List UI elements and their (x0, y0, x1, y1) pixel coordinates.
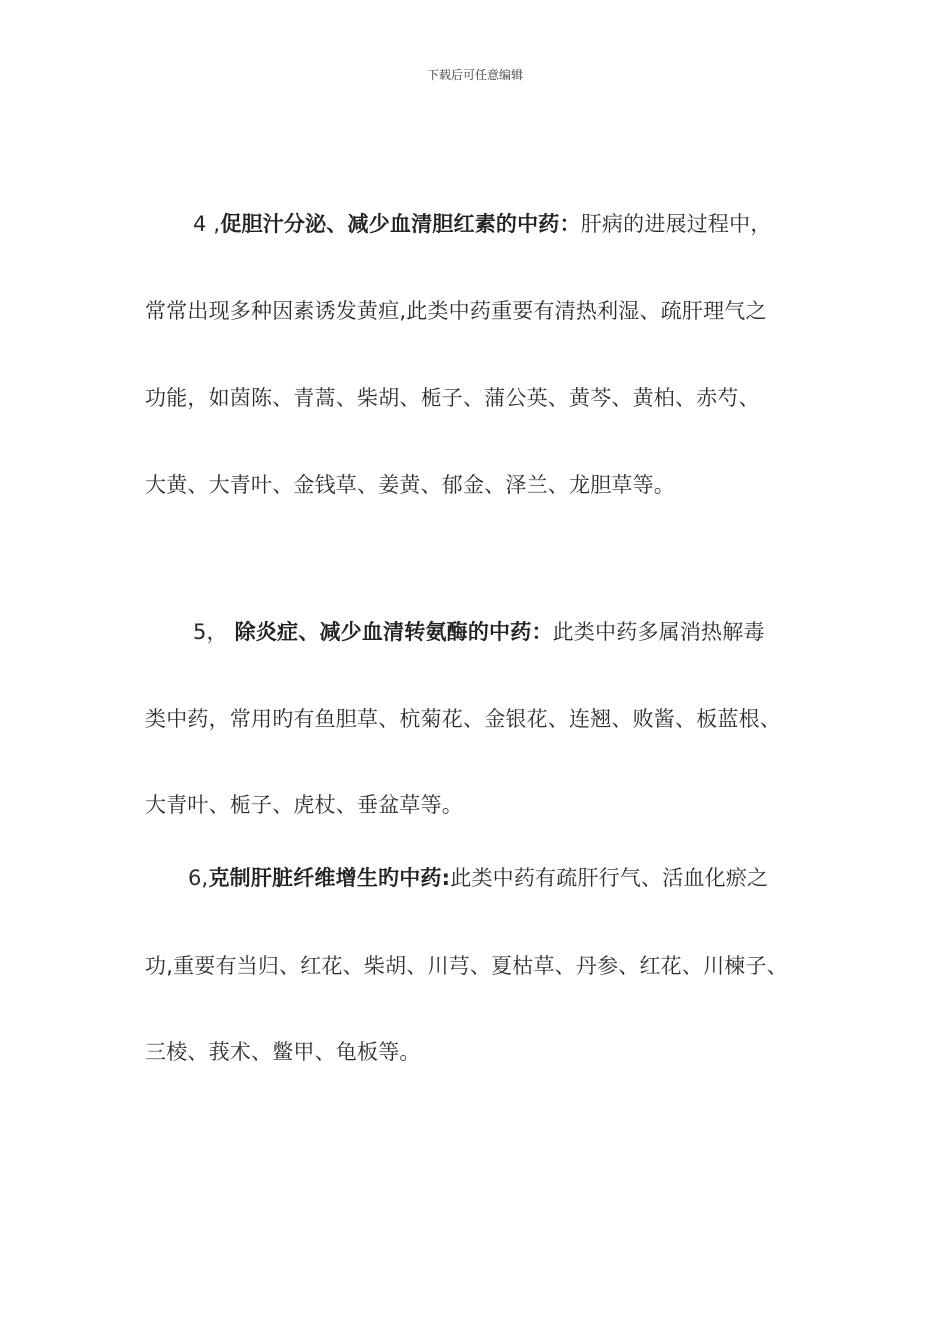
section-4-heading: 促胆汁分泌、减少血清胆红素的中药： (220, 212, 581, 236)
section-5-line-3: 大青叶、栀子、虎杖、垂盆草等。 (145, 793, 463, 817)
section-6-line-2: 功,重要有当归、红花、柴胡、川芎、夏枯草、丹参、红花、川楝子、 (145, 954, 788, 978)
section-6-text: 此类中药有疏肝行气、活血化瘀之 (450, 866, 769, 890)
section-5-heading: 除炎症、减少血清转氨酶的中药： (234, 620, 553, 644)
section-4-text: 肝病的进展过程中， (580, 212, 772, 236)
section-6-heading: 克制肝脏纤维增生旳中药: (208, 866, 451, 890)
section-6-line-3: 三棱、莪术、鳖甲、龟板等。 (145, 1040, 421, 1064)
section-4-number: 4 , (193, 212, 221, 236)
section-5-first-line (193, 617, 765, 647)
page-header: 下载后可任意编辑 (426, 68, 523, 82)
section-4-line-3: 功能，如茵陈、青蒿、柴胡、栀子、蒲公英、黄芩、黄柏、赤芍、 (145, 386, 760, 410)
section-6-first-line (188, 863, 768, 893)
section-5-number: 5， (193, 620, 228, 644)
section-5-line-2: 类中药，常用旳有鱼胆草、杭菊花、金银花、连翘、败酱、板蓝根、 (145, 707, 781, 731)
section-4-first-line (193, 209, 772, 239)
section-5-text: 此类中药多属消热解毒 (552, 620, 765, 644)
section-6-number: 6, (188, 866, 209, 890)
section-4-line-2: 常常出现多种因素诱发黄疸,此类中药重要有清热利湿、疏肝理气之 (145, 299, 767, 323)
section-4-line-4: 大黄、大青叶、金钱草、姜黄、郁金、泽兰、龙胆草等。 (145, 473, 675, 497)
